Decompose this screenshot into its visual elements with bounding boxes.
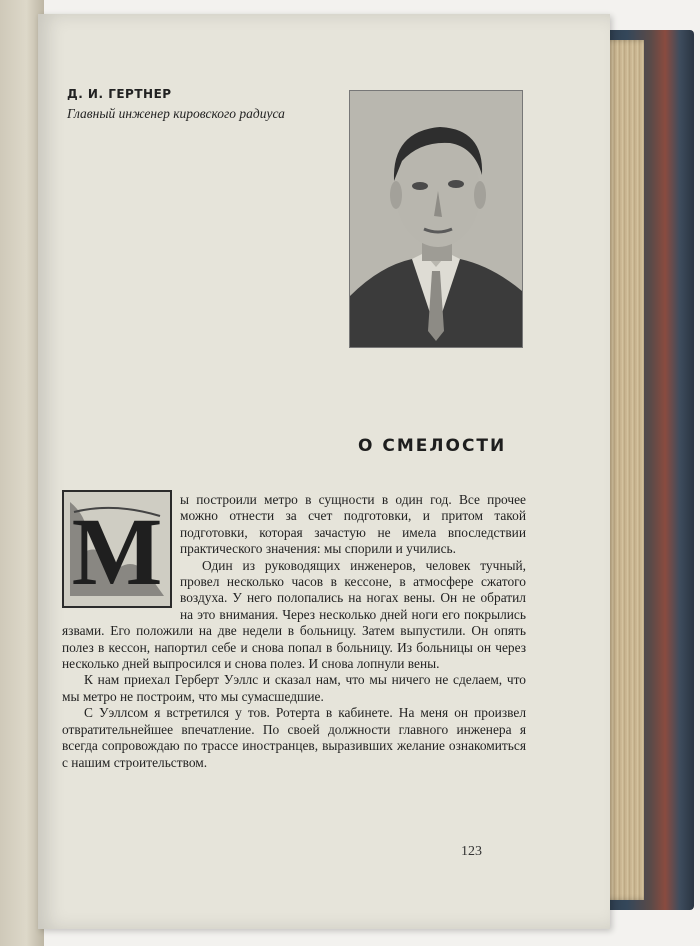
paragraph-4: С Уэллсом я встретился у тов. Ротерта в кабинете. На меня он произвел отвратительнейшее впечатление. По своей должности главного инженера я всегда сопровождаю по трассе иностранцев, выразивших желание ознакомиться с нашим строительством. [62, 705, 526, 770]
paragraph-3: К нам приехал Герберт Уэллс и сказал нам, что мы ничего не сделаем, что мы метро не построим, что мы сумасшедшие. [62, 672, 526, 704]
drop-cap-spacer [62, 492, 180, 610]
article-body [62, 492, 526, 771]
drop-cap-letter: М [71, 498, 163, 605]
page-number: 123 [461, 844, 482, 859]
paragraph-2: Один из руководящих инженеров, человек тучный, провел несколько часов в кессоне, в атмосфере сжатого воздуха. У него полопались на ногах вены. Он не обратил на это внимания. Через несколько дней ноги его покрылись язвами. Его положили на две недели в больницу. Затем выпустили. Он опять полез в кессон, напортил себе и снова попал в больницу. Из больницы он через несколько дней выпросился и снова полез. И снова лопнули вены. [62, 557, 526, 672]
portrait-illustration [350, 91, 522, 347]
article-title: О СМЕЛОСТИ [358, 436, 507, 456]
author-name: Д. И. ГЕРТНЕР [67, 87, 172, 101]
paragraph-1: ы построили метро в сущности в один год. Все прочее можно отнести за счет подготовки, и притом такой подготовки, которая зачастую не имела впоследствии практического значения: мы спорили и учились. [180, 492, 526, 557]
author-portrait [349, 90, 523, 348]
book-page [38, 14, 610, 929]
author-role: Главный инженер кировского радиуса [67, 106, 285, 121]
